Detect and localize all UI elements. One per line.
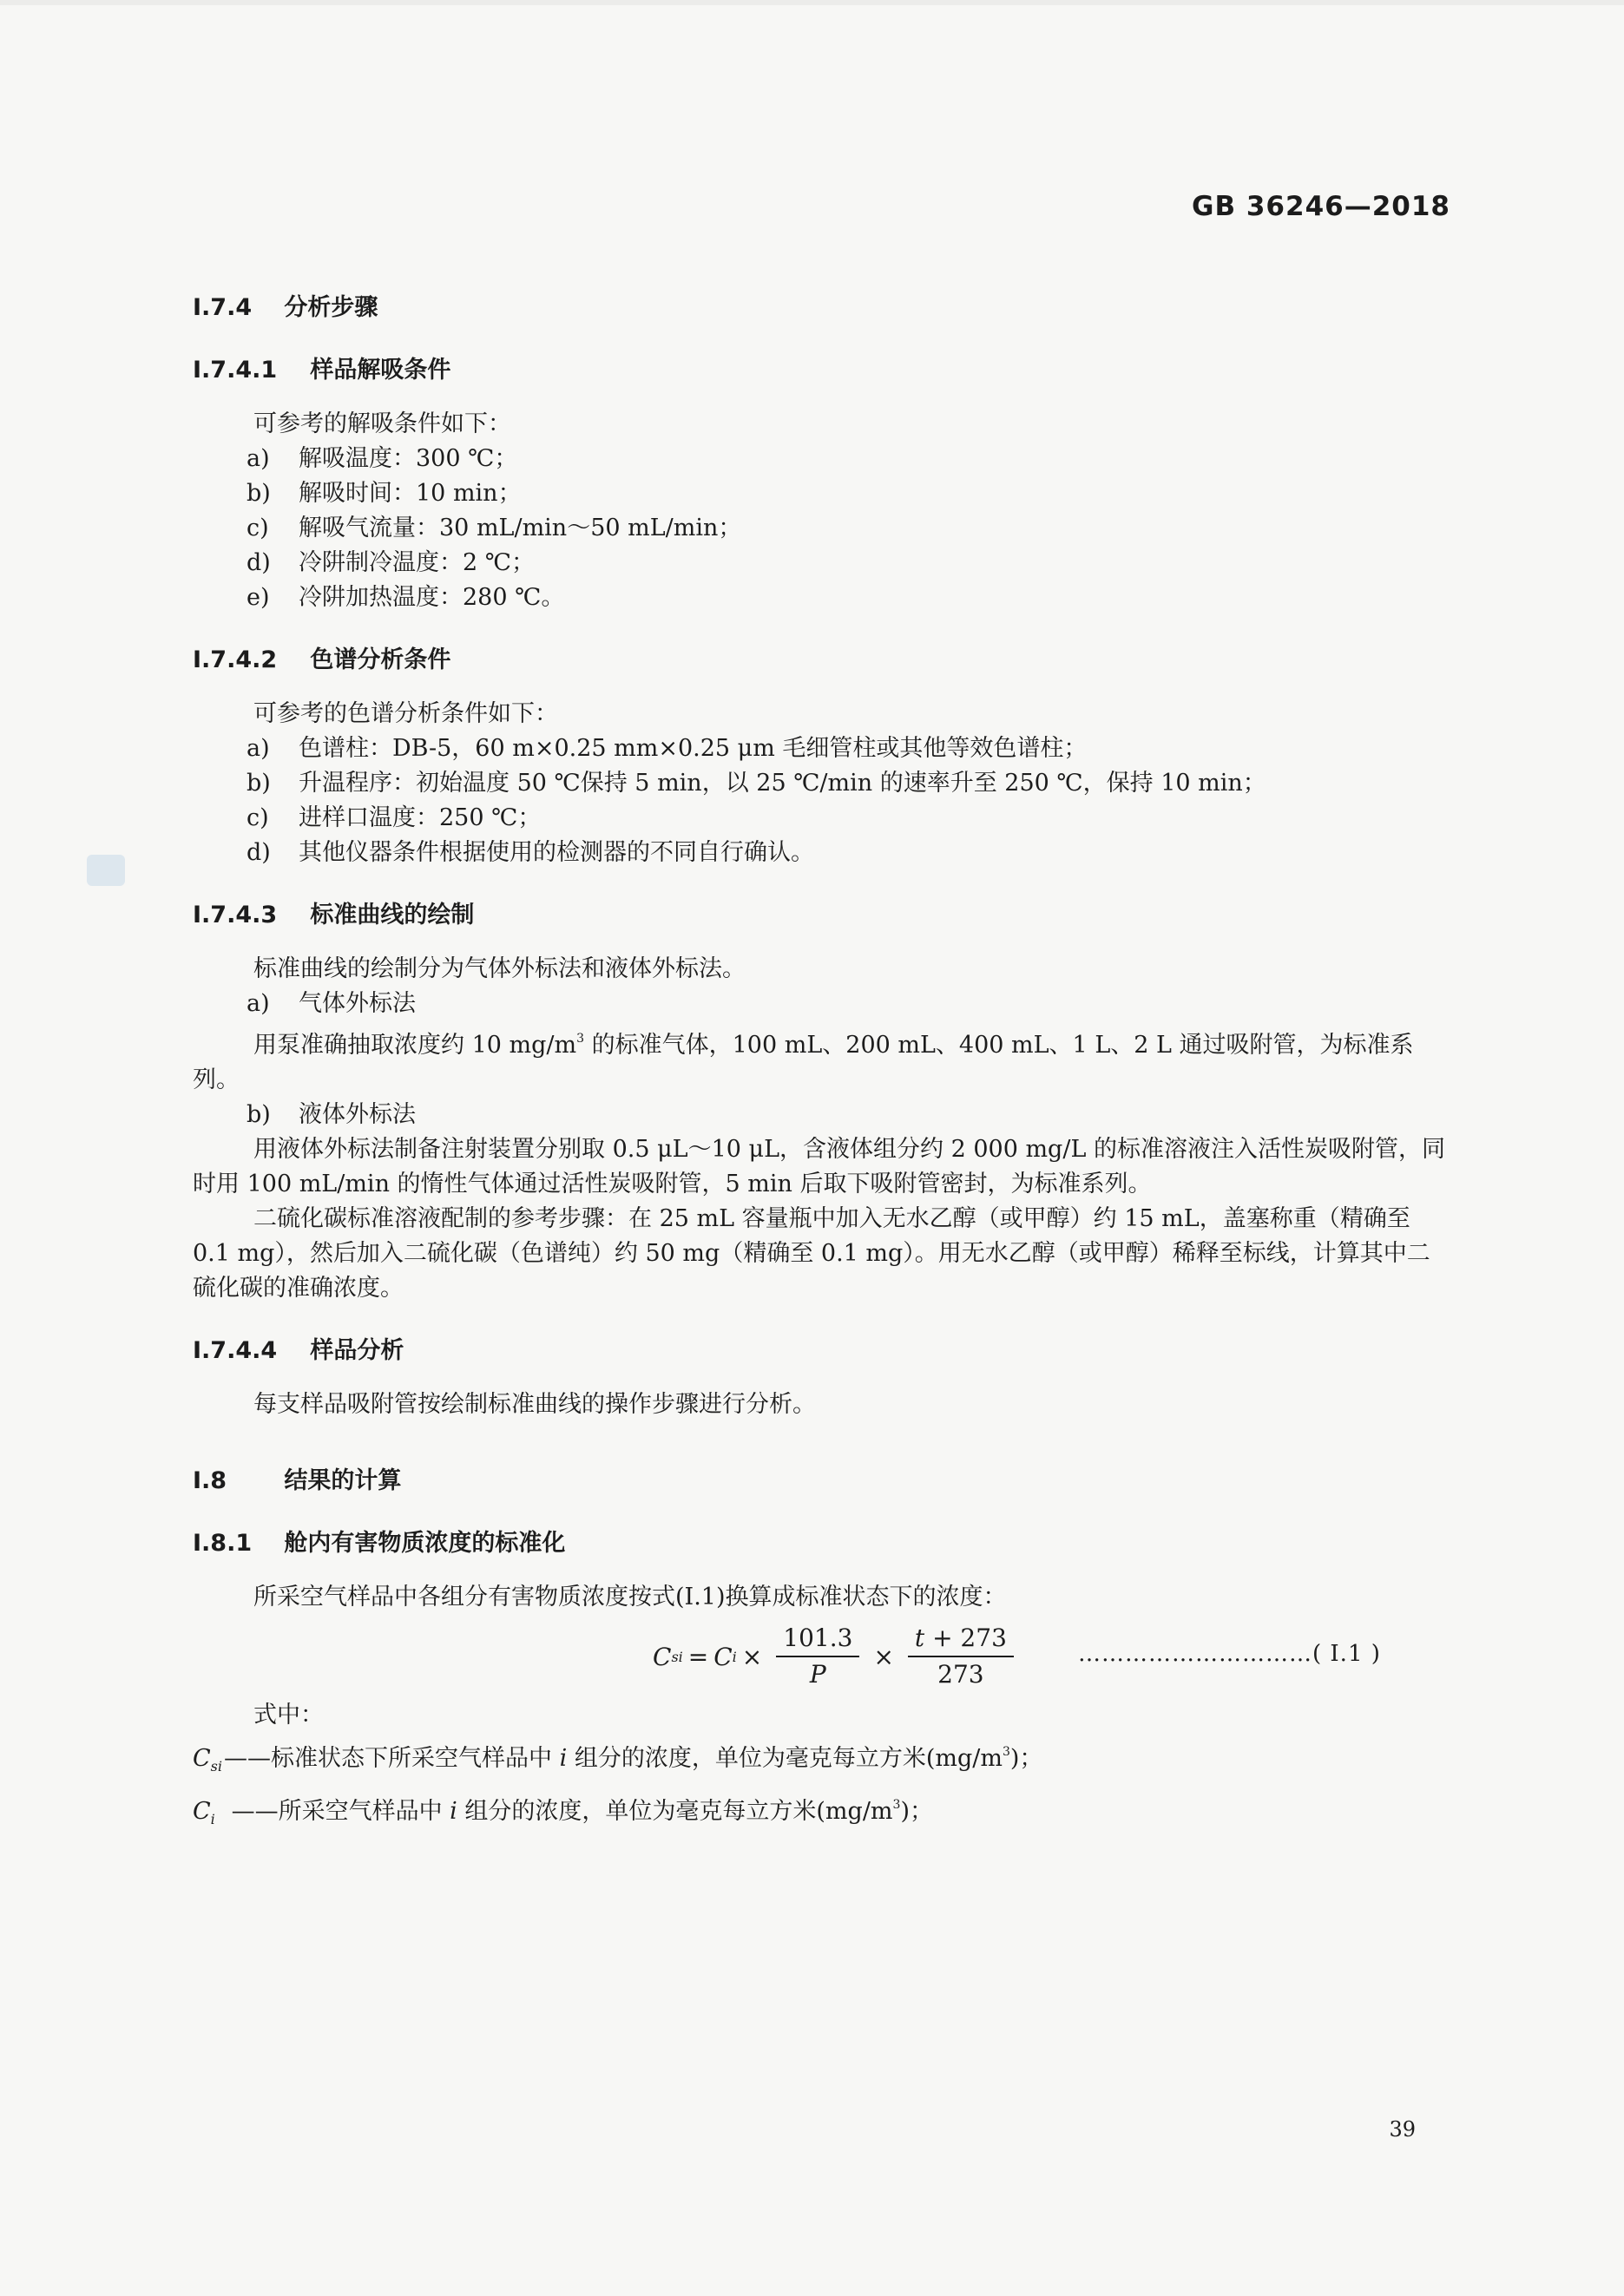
times-sign: × [741,1642,763,1671]
list-marker: a) [247,445,270,472]
fraction-pressure [776,1624,859,1689]
superscript: 3 [892,1798,901,1812]
definition-csi [193,1733,1451,1786]
list-item [193,442,1451,476]
definition-symbol [193,1740,224,1786]
list-item [193,731,1451,766]
list-marker: b) [247,1101,271,1128]
list-item [193,581,1451,615]
list-item [193,476,1451,511]
numerator: 101.3 [776,1624,859,1657]
leader-dots: ………………………… [1078,1641,1312,1667]
definition-ci [193,1786,1451,1839]
heading-number: I.7.4.1 [193,357,278,384]
formula-i-1 [193,1615,1451,1698]
subscript: si [671,1648,683,1665]
paragraph: 所采空气样品中各组分有害物质浓度按式(I.1)换算成标准状态下的浓度： [253,1584,1007,1610]
heading-number: I.7.4.3 [193,902,278,928]
equation-label: ( I.1 ) [1312,1641,1381,1667]
equals-sign: = [687,1642,709,1671]
list-marker: e) [247,584,270,611]
sub-item-a [193,987,1451,1021]
subscript: si [210,1758,222,1774]
list-marker: b) [247,770,271,797]
paragraph-liquid-method: 用液体外标法制备注射装置分别取 0.5 μL～10 μL，含液体组分约 2 000 mg/L 的标准溶液注入活性炭吸附管，同时用 100 mL/min 的惰性气体通过活性炭吸附管，5 min 后取下吸附管密封，为标准系列。 [193,1136,1445,1197]
list-text: 冷阱制冷温度：2 ℃； [299,549,535,576]
heading-i-7-4-3 [193,898,1451,933]
heading-title: 样品解吸条件 [310,357,451,384]
numerator-rest: + 273 [924,1624,1007,1652]
heading-number: I.7.4.2 [193,646,278,673]
text: )； [1009,1745,1043,1772]
heading-title: 色谱分析条件 [310,646,451,673]
heading-title: 结果的计算 [284,1467,402,1494]
fraction-temperature [908,1624,1014,1689]
list-text: 解吸时间：10 min； [299,480,522,507]
heading-i-8 [193,1464,1451,1499]
paragraph: 标准曲线的绘制分为气体外标法和液体外标法。 [253,955,746,982]
list-text: 解吸气流量：30 mL/min～50 mL/min； [299,515,742,541]
numerator [908,1624,1014,1657]
heading-title: 舱内有害物质浓度的标准化 [284,1530,566,1557]
formula-expression [653,1615,1022,1698]
heading-number: I.8.1 [193,1530,253,1557]
list-text: 其他仪器条件根据使用的检测器的不同自行确认。 [299,839,814,866]
subscript: i [732,1648,737,1665]
denominator: 273 [937,1660,984,1689]
document-body [193,291,1451,1839]
list-marker: d) [247,839,271,866]
list-marker: a) [247,990,270,1017]
paragraph: 可参考的色谱分析条件如下： [253,700,558,727]
scan-edge [0,0,1624,5]
text: 的标准气体，100 mL、200 mL、400 mL、1 L、2 L 通过吸附管，为标准系列。 [193,1032,1414,1093]
list-item [193,836,1451,870]
list-item [193,511,1451,546]
heading-title: 标准曲线的绘制 [310,902,475,928]
formula-symbol: C [713,1642,733,1671]
text: 组分的浓度，单位为毫克每立方米(mg/m [457,1798,893,1825]
text: 用泵准确抽取浓度约 10 mg/m [253,1032,577,1059]
list-marker: c) [247,515,269,541]
list-item [193,766,1451,801]
variable: t [914,1624,925,1652]
variable: P [809,1660,826,1689]
symbol: C [193,1798,211,1825]
list-text: 冷阱加热温度：280 ℃。 [299,584,565,611]
text: )； [900,1798,933,1825]
paragraph: 可参考的解吸条件如下： [253,410,511,437]
list-text: 气体外标法 [299,990,416,1017]
heading-i-7-4-2 [193,643,1451,678]
heading-i-7-4 [193,291,1451,325]
text: ——所采空气样品中 [224,1798,450,1825]
heading-number: I.7.4.4 [193,1337,278,1364]
list-marker: b) [247,480,271,507]
variable: i [559,1745,568,1772]
paragraph-cs2-preparation: 二硫化碳标准溶液配制的参考步骤：在 25 mL 容量瓶中加入无水乙醇（或甲醇）约 15 mL，盖塞称重（精确至 0.1 mg），然后加入二硫化碳（色谱纯）约 50 mg（精确至 0.1 mg）。用无水乙醇（或甲醇）稀释至标线，计算其中二硫化碳的准确浓度。 [193,1205,1430,1302]
superscript: 3 [576,1032,585,1046]
sub-item-b [193,1098,1451,1132]
paragraph-gas-method [193,1021,1451,1098]
definition-symbol [193,1793,224,1839]
heading-title: 分析步骤 [284,294,378,321]
equation-number [1078,1641,1381,1667]
text: 组分的浓度，单位为毫克每立方米(mg/m [567,1745,1003,1772]
list-marker: a) [247,735,270,762]
list-text: 液体外标法 [299,1101,416,1128]
heading-i-7-4-1 [193,353,1451,388]
where-label: 式中： [253,1702,324,1729]
list-text: 升温程序：初始温度 50 ℃保持 5 min，以 25 ℃/min 的速率升至 250 ℃，保持 10 min； [299,770,1266,797]
heading-number: I.7.4 [193,294,253,321]
paragraph: 每支样品吸附管按绘制标准曲线的操作步骤进行分析。 [253,1391,816,1418]
times-sign: × [873,1642,894,1671]
side-stamp-mark [87,855,125,886]
list-marker: d) [247,549,271,576]
heading-i-8-1 [193,1526,1451,1561]
variable: i [450,1798,457,1825]
list-marker: c) [247,804,269,831]
list-text: 解吸温度：300 ℃； [299,445,518,472]
list-item [193,801,1451,836]
list-text: 进样口温度：250 ℃； [299,804,542,831]
symbol: C [193,1745,211,1772]
heading-number: I.8 [193,1467,227,1494]
standard-code: GB 36246—2018 [1192,191,1450,222]
heading-title: 样品分析 [310,1337,404,1364]
formula-symbol: C [653,1642,672,1671]
heading-i-7-4-4 [193,1334,1451,1368]
list-text: 色谱柱：DB-5，60 m×0.25 mm×0.25 μm 毛细管柱或其他等效色谱柱； [299,735,1088,762]
superscript: 3 [1002,1745,1010,1759]
list-item [193,546,1451,581]
subscript: i [210,1811,215,1827]
page-number: 39 [1389,2117,1416,2142]
denominator [810,1657,826,1689]
text: ——标准状态下所采空气样品中 [224,1745,560,1772]
